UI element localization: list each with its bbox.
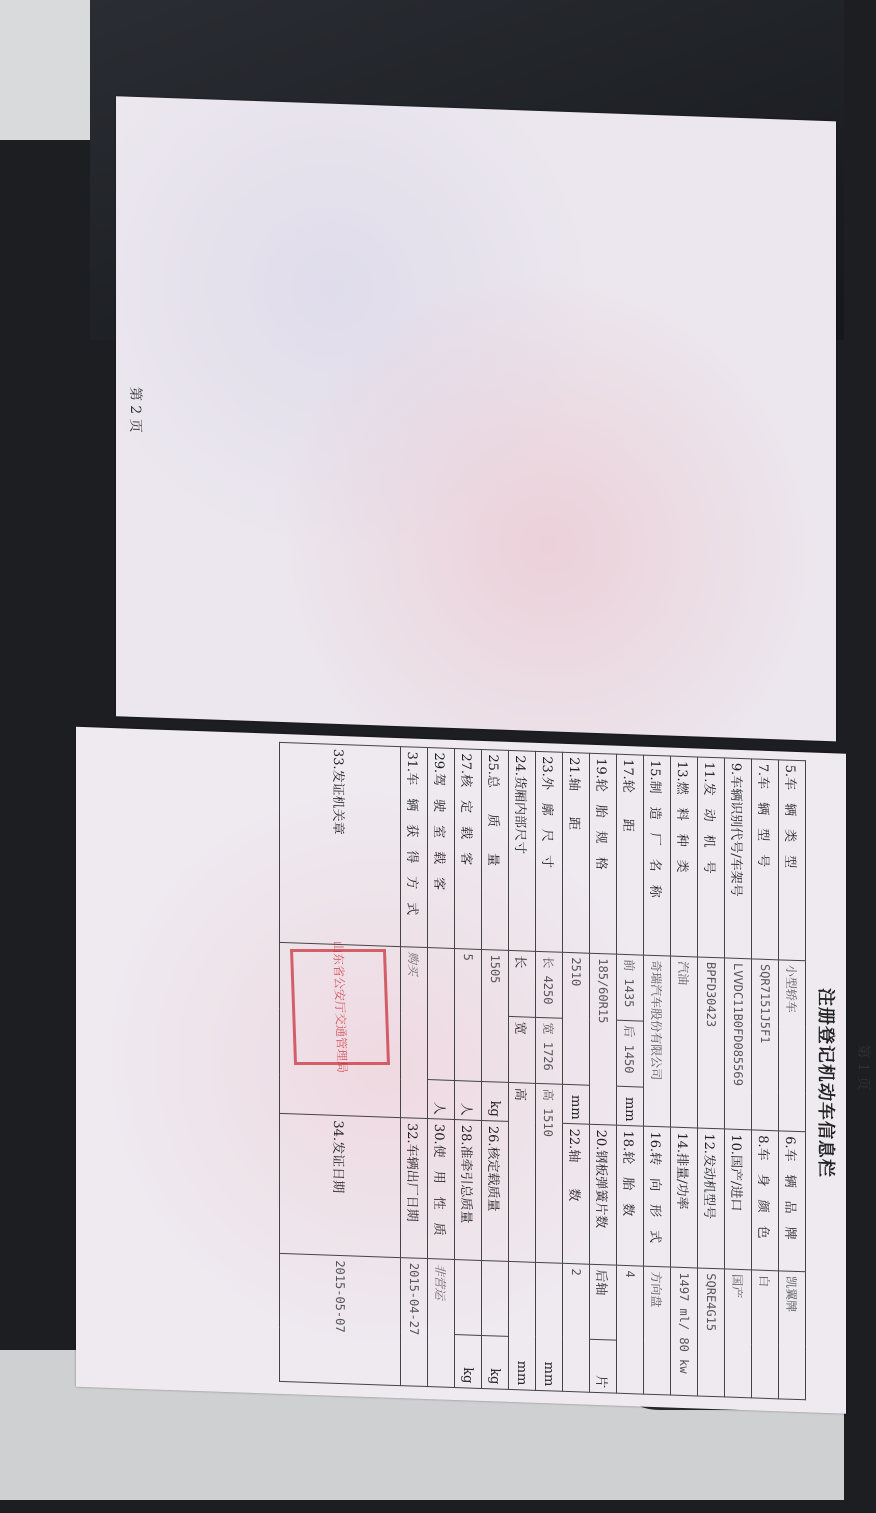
field-label: 14.排量/功率	[671, 1128, 698, 1269]
field-label: 34.发证日期	[280, 1114, 401, 1258]
stamp-cell	[280, 943, 401, 1119]
page-2	[116, 96, 836, 741]
vehicle-info-table	[279, 742, 806, 1400]
registration-booklet	[32, 0, 876, 1513]
field-label: 6.车 辆 品 牌	[779, 1131, 806, 1272]
unit-label: kg	[482, 1335, 509, 1389]
field-label: 25.总 质 量	[482, 749, 509, 950]
field-value: SQR7151J5F1	[752, 959, 779, 1131]
field-label: 19.轮 胎 规 格	[590, 753, 617, 954]
field-value: 高	[509, 1083, 536, 1263]
issuer-row	[280, 742, 401, 1385]
field-label: 21.轴 距	[563, 752, 590, 953]
field-value: 4	[617, 1265, 644, 1394]
field-value: 1497 ml/ 80 kw	[671, 1267, 698, 1396]
unit-label: mm	[536, 1263, 563, 1392]
field-label: 7.车 辆 型 号	[752, 759, 779, 960]
page-1-number: 第 1 页	[855, 1044, 871, 1091]
field-label: 33.发证机关章	[280, 742, 401, 946]
info-row	[644, 755, 671, 1395]
field-label: 31.车 辆 获 得 方 式	[401, 747, 428, 948]
field-label: 5.车 辆 类 型	[779, 760, 806, 961]
field-value: 5	[455, 949, 482, 1082]
field-label: 24.货厢内部尺寸	[509, 750, 536, 951]
field-value: 前 1435	[617, 954, 644, 1021]
info-row	[752, 759, 779, 1399]
field-value: 购买	[401, 947, 428, 1119]
field-value: 后 1450	[617, 1020, 644, 1087]
info-row	[455, 749, 482, 1389]
info-row	[725, 758, 752, 1398]
field-label: 32.车辆出厂日期	[401, 1118, 428, 1259]
info-row	[779, 760, 806, 1400]
page-heading: 注册登记机动车信息栏	[815, 987, 836, 1179]
field-label: 28.准牵引总质量	[455, 1120, 482, 1261]
unit-label: mm	[509, 1262, 536, 1391]
field-value: 小型轿车	[779, 960, 806, 1132]
info-row	[563, 752, 590, 1392]
field-label: 18.轮 胎 数	[617, 1126, 644, 1267]
field-value: 长	[509, 950, 536, 1017]
info-row	[401, 747, 428, 1387]
field-label: 11.发 动 机 号	[698, 757, 725, 958]
unit-label: 人	[428, 1080, 455, 1120]
field-label: 29.驾 驶 室 载 客	[428, 748, 455, 949]
unit-label: mm	[563, 1085, 590, 1125]
field-value: 185/60R15	[590, 953, 617, 1125]
official-stamp: 山东省公安厅交通管理局	[290, 949, 390, 1065]
info-row	[482, 749, 509, 1389]
page-2-number: 第 2 页	[127, 386, 143, 433]
info-row	[536, 751, 563, 1391]
field-label: 12.发动机型号	[698, 1128, 725, 1269]
field-label: 26.核定载质量	[482, 1121, 509, 1262]
field-value: 白	[752, 1270, 779, 1399]
field-value: 宽	[509, 1017, 536, 1084]
field-value: 汽油	[671, 956, 698, 1128]
info-row	[617, 754, 644, 1394]
unit-label: 片	[590, 1339, 617, 1393]
field-value: 长 4250	[536, 951, 563, 1018]
field-label: 22.轴 数	[563, 1124, 590, 1265]
field-value: 高 1510	[536, 1084, 563, 1264]
info-row	[428, 748, 455, 1388]
field-value: SQRE4G15	[698, 1268, 725, 1397]
info-row	[509, 750, 536, 1390]
field-value: BPFD30423	[698, 957, 725, 1129]
field-label: 15.制 造 厂 名 称	[644, 755, 671, 956]
field-value: 奇瑞汽车股份有限公司	[644, 955, 671, 1127]
field-label: 16.转 向 形 式	[644, 1127, 671, 1268]
unit-label: mm	[617, 1087, 644, 1127]
field-label: 27.核 定 载 客	[455, 749, 482, 950]
field-label: 8.车 身 颜 色	[752, 1130, 779, 1271]
field-value: 宽 1726	[536, 1018, 563, 1085]
info-row	[671, 756, 698, 1396]
field-label: 9.车辆识别代号/车架号	[725, 758, 752, 959]
field-value: 国产	[725, 1269, 752, 1398]
info-row	[698, 757, 725, 1397]
field-value: LVVDC11B0FD085569	[725, 958, 752, 1130]
unit-label: kg	[455, 1334, 482, 1388]
field-value: 非营运	[428, 1259, 455, 1388]
field-value: 2510	[563, 952, 590, 1085]
field-value: 凯翼牌	[779, 1271, 806, 1400]
field-value	[428, 948, 455, 1081]
field-value: 2015-05-07	[280, 1254, 401, 1386]
field-value: 2015-04-27	[401, 1258, 428, 1387]
field-label: 23.外 廓 尺 寸	[536, 751, 563, 952]
info-row	[590, 753, 617, 1393]
field-value	[455, 1260, 482, 1335]
unit-label: 人	[455, 1081, 482, 1121]
field-value: 1505	[482, 950, 509, 1083]
field-label: 17.轮 距	[617, 754, 644, 955]
field-value: 2	[563, 1264, 590, 1393]
field-label: 13.燃 料 种 类	[671, 756, 698, 957]
unit-label: kg	[482, 1082, 509, 1122]
page-1	[76, 727, 871, 1414]
field-label: 10.国产/进口	[725, 1129, 752, 1270]
field-value	[482, 1261, 509, 1336]
field-value: 后轴	[590, 1265, 617, 1340]
field-label: 30.使 用 性 质	[428, 1119, 455, 1260]
field-label: 20.钢板弹簧片数	[590, 1125, 617, 1266]
field-value: 方向盘	[644, 1266, 671, 1395]
